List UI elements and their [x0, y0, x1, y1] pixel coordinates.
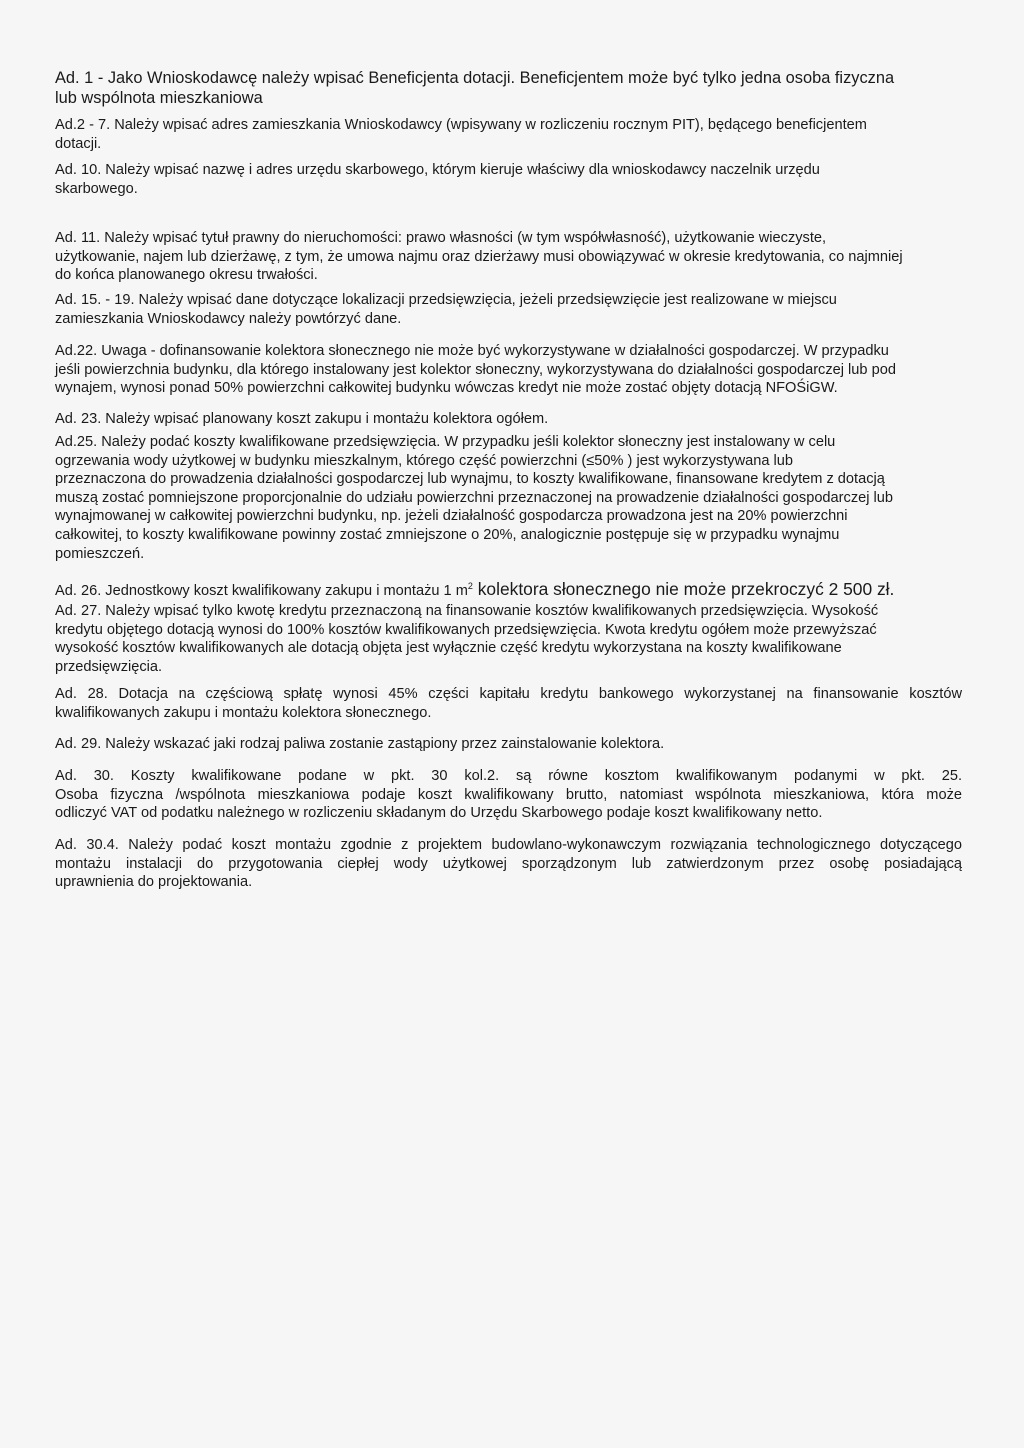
- note-ad-10: Ad. 10. Należy wpisać nazwę i adres urzędu skarbowego, którym kieruje właściwy dla wnioskodawcy naczelnik urzędu skarbowego.: [55, 162, 820, 197]
- note-ad-22: Ad.22. Uwaga - dofinansowanie kolektora słonecznego nie może być wykorzystywane w działalności gospodarczej. W przypadku jeśli powierzchnia budynku, dla którego instalowany jest kolektor słoneczny, wykorzystywana do działalności gospodarczej lub pod wynajem, wynosi ponad 50% powierzchni całkowitej budynku wówczas kredyt nie może zostać objęty dotacją NFOŚiGW.: [55, 343, 896, 397]
- note-ad-26: [55, 580, 985, 601]
- note-ad-30-4-line-1: Ad. 30.4. Należy podać koszt montażu zgodnie z projektem budowlano-wykonawczym rozwiązania technologicznego dotyczącego: [55, 837, 962, 853]
- note-ad-25: Ad.25. Należy podać koszty kwalifikowane przedsięwzięcia. W przypadku jeśli kolektor słoneczny jest instalowany w celu ogrzewania wody użytkowej w budynku mieszkalnym, którego część powierzchni (≤50% ) jest wykorzystywana lub przeznaczona do prowadzenia działalności gospodarczej lub wynajmu, to koszty kwalifikowane, finansowane kredytem z dotacją muszą zostać pomniejszone proporcjonalnie do udziału powierzchni przeznaczonej na prowadzenie działalności gospodarczej lub wynajmowanej w całkowitej powierzchni budynku, np. jeżeli działalność gospodarcza prowadzona jest na 20% powierzchni całkowitej, to koszty kwalifikowane powinny zostać zmniejszone o 20%, analogicznie postępuje się w przypadku wynajmu pomieszczeń.: [55, 434, 894, 562]
- note-ad-15-19: Ad. 15. - 19. Należy wpisać dane dotyczące lokalizacji przedsięwzięcia, jeżeli przedsięwzięcie jest realizowane w miejscu zamieszkania Wnioskodawcy należy powtórzyć dane.: [55, 292, 837, 327]
- note-ad-27: Ad. 27. Należy wpisać tylko kwotę kredytu przeznaczoną na finansowanie kosztów kwalifikowanych przedsięwzięcia. Wysokość kredytu objętego dotacją wynosi do 100% kosztów kwalifikowanych przedsięwzięcia. Kwota kredytu ogółem może przewyższać wysokość kosztów kwalifikowanych ale dotacją objęta jest wyłącznie część kredytu wykorzystana na koszty kwalifikowane przedsięwzięcia.: [55, 603, 879, 675]
- note-ad-2-7: Ad.2 - 7. Należy wpisać adres zamieszkania Wnioskodawcy (wpisywany w rozliczeniu rocznym PIT), będącego beneficjentem dotacji.: [55, 117, 867, 152]
- note-ad-26-superscript: 2: [467, 581, 473, 591]
- note-ad-30-line-1: Ad. 30. Koszty kwalifikowane podane w pkt. 30 kol.2. są równe kosztom kwalifikowanym podanymi w pkt. 25.: [55, 768, 962, 784]
- note-ad-30: [55, 767, 962, 823]
- note-ad-28-line-2: kwalifikowanych zakupu i montażu kolektora słonecznego.: [55, 704, 432, 721]
- note-ad-1: Ad. 1 - Jako Wnioskodawcę należy wpisać Beneficjenta dotacji. Beneficjentem może być tylko jedna osoba fizyczna lub wspólnota mieszkaniowa: [55, 69, 895, 107]
- note-ad-30-line-3: odliczyć VAT od podatku należnego w rozliczeniu składanym do Urzędu Skarbowego podaje koszt kwalifikowany netto.: [55, 805, 823, 822]
- note-ad-30-4: [55, 836, 962, 892]
- note-ad-23: Ad. 23. Należy wpisać planowany koszt zakupu i montażu kolektora ogółem.: [55, 411, 549, 427]
- note-ad-28-line-1: Ad. 28. Dotacja na częściową spłatę wynosi 45% części kapitału kredytu bankowego wykorzystanej na finansowanie kosztów: [55, 686, 962, 702]
- note-ad-11: Ad. 11. Należy wpisać tytuł prawny do nieruchomości: prawo własności (w tym współwłasność), użytkowanie wieczyste, użytkowanie, najem lub dzierżawę, z tym, że umowa najmu oraz dzierżawy musi obowiązywać w okresie kredytowania, co najmniej do końca planowanego okresu trwałości.: [55, 230, 903, 284]
- note-ad-26-text-b: kolektora słonecznego nie może przekroczyć 2 500 zł.: [472, 579, 895, 599]
- note-ad-30-4-line-2: montażu instalacji do przygotowania ciepłej wody użytkowej sporządzonym lub zatwierdzonym przez osobę posiadającą: [55, 855, 962, 872]
- note-ad-30-4-line-3: uprawnienia do projektowania.: [55, 874, 253, 891]
- note-ad-26-text-a: Ad. 26. Jednostkowy koszt kwalifikowany zakupu i montażu 1 m: [55, 583, 468, 599]
- note-ad-29: Ad. 29. Należy wskazać jaki rodzaj paliwa zostanie zastąpiony przez zainstalowanie kolektora.: [55, 736, 665, 752]
- note-ad-30-line-2: Osoba fizyczna /wspólnota mieszkaniowa podaje koszt kwalifikowany brutto, natomiast wspólnota mieszkaniowa, która może: [55, 786, 962, 803]
- note-ad-28: [55, 685, 962, 722]
